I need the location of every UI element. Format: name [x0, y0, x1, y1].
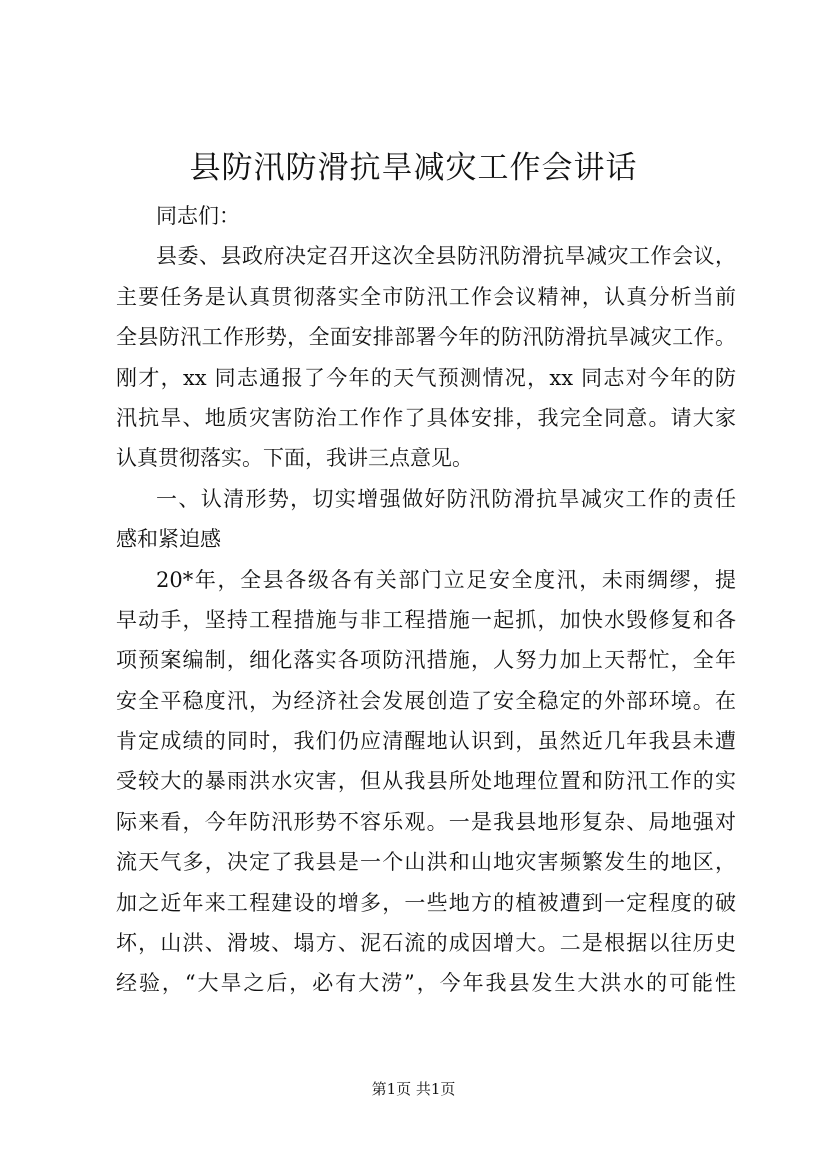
salutation: 同志们： — [156, 204, 240, 228]
text-line: 感和紧迫感 — [116, 527, 221, 552]
text-line: 主要任务是认真贯彻落实全市防汛工作会议精神，认真分析当前 — [116, 284, 736, 309]
text-line: 受较大的暴雨洪水灾害，但从我县所处地理位置和防汛工作的实 — [116, 769, 736, 794]
text-line: 加之近年来工程建设的增多，一些地方的植被遭到一定程度的破 — [116, 890, 736, 915]
paragraph-lines — [116, 236, 736, 1003]
text-line: 20*年，全县各级各有关部门立足安全度汛，未雨绸缪，提 — [156, 567, 736, 592]
text-line: 刚才，xx 同志通报了今年的天气预测情况，xx 同志对今年的防 — [116, 365, 736, 390]
text-line: 肯定成绩的同时，我们仍应清醒地认识到，虽然近几年我县未遭 — [116, 729, 736, 754]
text-line: 坏，山洪、滑坡、塌方、泥石流的成因增大。二是根据以往历史 — [116, 931, 736, 956]
text-line: 经验，“大旱之后，必有大涝”，今年我县发生大洪水的可能性 — [116, 971, 736, 996]
text-line: 流天气多，决定了我县是一个山洪和山地灾害频繁发生的地区， — [116, 850, 736, 875]
document-title: 县防汛防滑抗旱减灾工作会讲话 — [189, 150, 638, 186]
text-line: 早动手，坚持工程措施与非工程措施一起抓，加快水毁修复和各 — [116, 607, 736, 632]
text-line: 一、认清形势，切实增强做好防汛防滑抗旱减灾工作的责任 — [156, 486, 736, 511]
text-line: 项预案编制，细化落实各项防汛措施，人努力加上天帮忙，全年 — [116, 648, 736, 673]
text-line: 县委、县政府决定召开这次全县防汛防滑抗旱减灾工作会议， — [156, 244, 736, 269]
text-line: 际来看，今年防汛形势不容乐观。一是我县地形复杂、局地强对 — [116, 809, 736, 834]
text-line: 全县防汛工作形势，全面安排部署今年的防汛防滑抗旱减灾工作。 — [116, 325, 736, 350]
document-body — [116, 196, 736, 1004]
page-footer: 第1页 共1页 — [371, 1080, 456, 1098]
text-line: 安全平稳度汛，为经济社会发展创造了安全稳定的外部环境。在 — [116, 688, 736, 713]
text-line: 认真贯彻落实。下面，我讲三点意见。 — [116, 446, 473, 471]
text-line: 汛抗旱、地质灾害防治工作作了具体安排，我完全同意。请大家 — [116, 405, 736, 430]
